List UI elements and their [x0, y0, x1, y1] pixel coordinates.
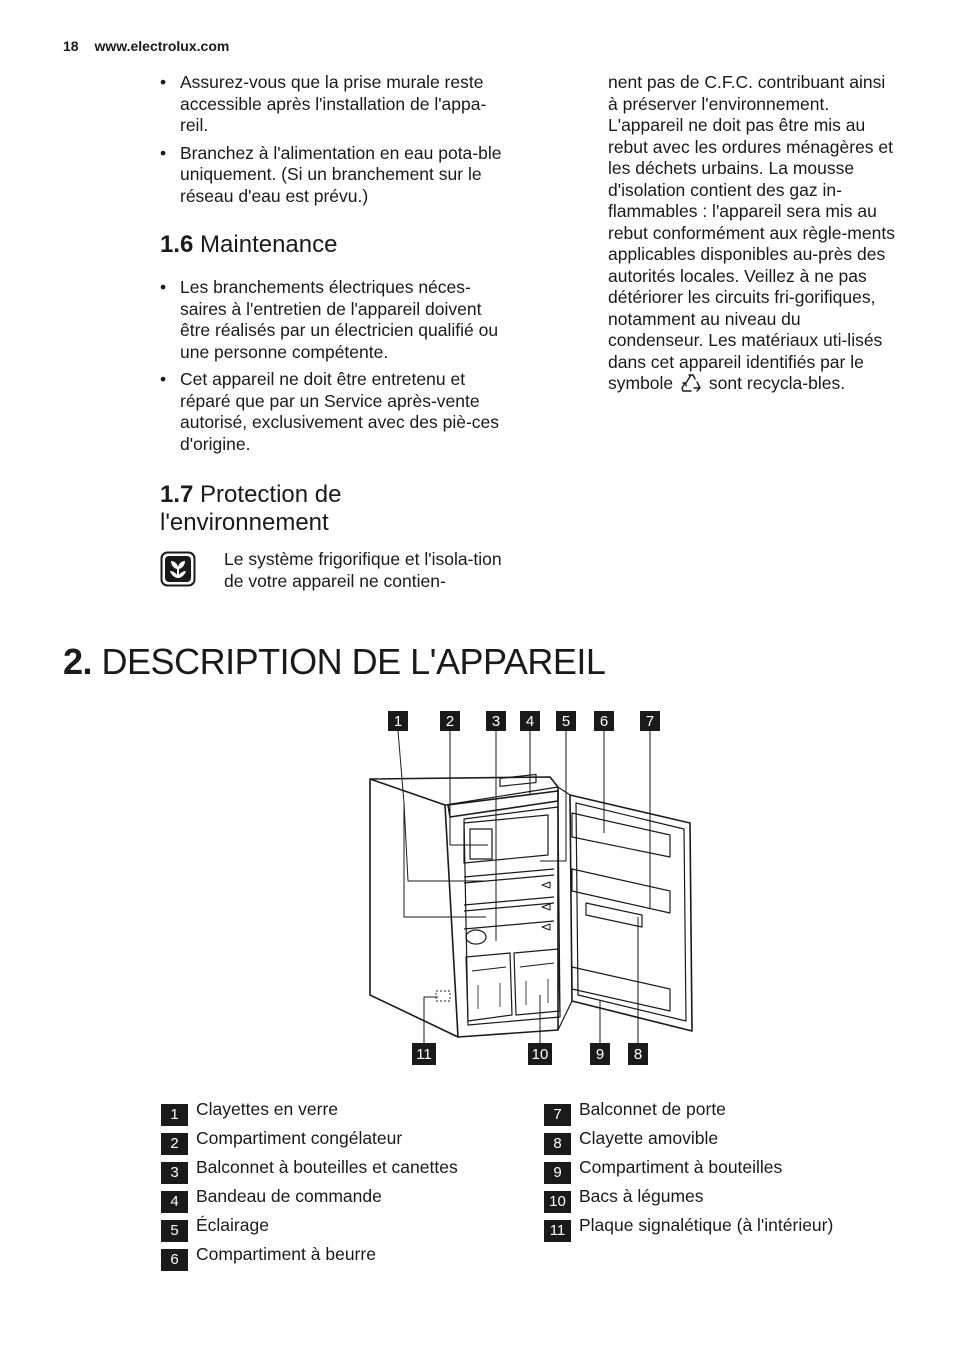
site-url: www.electrolux.com [94, 38, 230, 54]
legend-item [161, 1214, 458, 1243]
legend-label: Bandeau de commande [196, 1186, 382, 1206]
section-title-line1: Protection de [200, 481, 342, 508]
recycle-icon [680, 373, 702, 393]
fridge-diagram [360, 705, 700, 1077]
environment-text-continued: nent pas de C.F.C. contribuant ainsi à préserver l'environnement. L'appareil ne doit pas être mis au rebut avec les ordures ménagères et les déchets urbains. La mousse d'isolation contient des gaz in-flammables : l'appareil sera mis au rebut conformément aux règle-ments applicables disponibles au-près des autorités locales. Veillez à ne pas détériorer les circuits fri-gorifiques, notamment au niveau du condenseur. Les matériaux uti-lisés dans cet appareil identifiés par le symbole [608, 72, 895, 393]
legend-item [544, 1098, 833, 1127]
legend-number: 3 [161, 1162, 188, 1184]
legend-left [161, 1098, 458, 1272]
callout-2: 2 [445, 713, 455, 730]
environment-text-end: sont recycla-bles. [708, 373, 846, 393]
legend-number: 6 [161, 1249, 188, 1271]
legend-label: Balconnet de porte [579, 1099, 726, 1119]
legend-item [161, 1098, 458, 1127]
legend-item [544, 1185, 833, 1214]
callouts-bottom [412, 1043, 648, 1065]
legend-number: 7 [544, 1104, 571, 1126]
crisper-right-shape [514, 949, 560, 1015]
legend-item [544, 1127, 833, 1156]
callouts-top [388, 711, 660, 731]
intro-bullet-list [160, 72, 510, 207]
control-panel [448, 791, 558, 817]
page-number: 18 [63, 38, 79, 54]
freezer-compartment-shape [464, 815, 548, 863]
callout-11: 11 [416, 1046, 432, 1063]
section-title-line2: l'environnement [160, 509, 329, 536]
legend-number: 1 [161, 1104, 188, 1126]
legend-item [161, 1127, 458, 1156]
section-number: 1.6 [160, 231, 194, 258]
section-2-heading [63, 640, 605, 684]
cabinet-outline [370, 777, 558, 1037]
section-number: 1.7 [160, 481, 194, 508]
callout-9: 9 [595, 1046, 605, 1063]
crisper-left-shape [466, 953, 512, 1021]
section-title: Maintenance [200, 231, 338, 258]
bullet-item: • Assurez-vous que la prise murale reste accessible après l'installation de l'appa-reil. [160, 72, 510, 137]
legend-number: 9 [544, 1162, 571, 1184]
removable-shelf-shape [586, 903, 642, 927]
bullet-item: • Les branchements électriques néces-saires à l'entretien de l'appareil doivent être réalisés par un électricien qualifié ou une personne compétente. [160, 277, 510, 363]
environment-note [160, 549, 510, 592]
legend-item [161, 1156, 458, 1185]
callout-4: 4 [525, 713, 535, 730]
legend-number: 8 [544, 1133, 571, 1155]
legend-number: 4 [161, 1191, 188, 1213]
section-heading-environment [160, 481, 510, 537]
legend-number: 10 [544, 1191, 571, 1213]
legend-item [544, 1214, 833, 1243]
door-balcony-shape [572, 869, 670, 913]
legend-item [544, 1156, 833, 1185]
legend-right [544, 1098, 833, 1243]
section-number: 2. [63, 641, 93, 682]
legend-number: 11 [544, 1220, 571, 1242]
cabinet-side-edge [370, 779, 458, 1037]
section-heading-maintenance [160, 231, 510, 259]
bullet-item: • Branchez à l'alimentation en eau pota-ble uniquement. (Si un branchement sur le réseau d'eau est prévu.) [160, 143, 510, 208]
page-header [63, 38, 229, 54]
callout-10: 10 [531, 1046, 549, 1063]
legend-label: Compartiment congélateur [196, 1128, 403, 1148]
callout-8: 8 [633, 1046, 643, 1063]
legend-label: Compartiment à beurre [196, 1244, 376, 1264]
left-column [160, 72, 510, 592]
callout-5: 5 [561, 713, 571, 730]
callout-6: 6 [599, 713, 609, 730]
legend-label: Plaque signalétique (à l'intérieur) [579, 1215, 834, 1235]
callout-1: 1 [393, 713, 403, 730]
callout-7: 7 [645, 713, 655, 730]
right-column [608, 72, 898, 395]
legend-number: 5 [161, 1220, 188, 1242]
legend-label: Clayettes en verre [196, 1099, 339, 1119]
legend-label: Bacs à légumes [579, 1186, 704, 1206]
section-title: DESCRIPTION DE L'APPAREIL [101, 641, 606, 682]
callout-3: 3 [491, 713, 501, 730]
maintenance-bullet-list [160, 277, 510, 455]
environment-icon [160, 551, 196, 587]
environment-text: Le système frigorifique et l'isola-tion de votre appareil ne contien- [224, 549, 502, 591]
legend-label: Clayette amovible [579, 1128, 719, 1148]
legend-number: 2 [161, 1133, 188, 1155]
butter-compartment-shape [572, 813, 670, 857]
legend-label: Balconnet à bouteilles et canettes [196, 1157, 458, 1177]
legend-label: Compartiment à bouteilles [579, 1157, 783, 1177]
bullet-item: • Cet appareil ne doit être entretenu et réparé que par un Service après-vente autorisé, exclusivement avec des piè-ces d'origine. [160, 369, 510, 455]
legend-item [161, 1185, 458, 1214]
legend-label: Éclairage [196, 1215, 269, 1235]
legend-item [161, 1243, 458, 1272]
